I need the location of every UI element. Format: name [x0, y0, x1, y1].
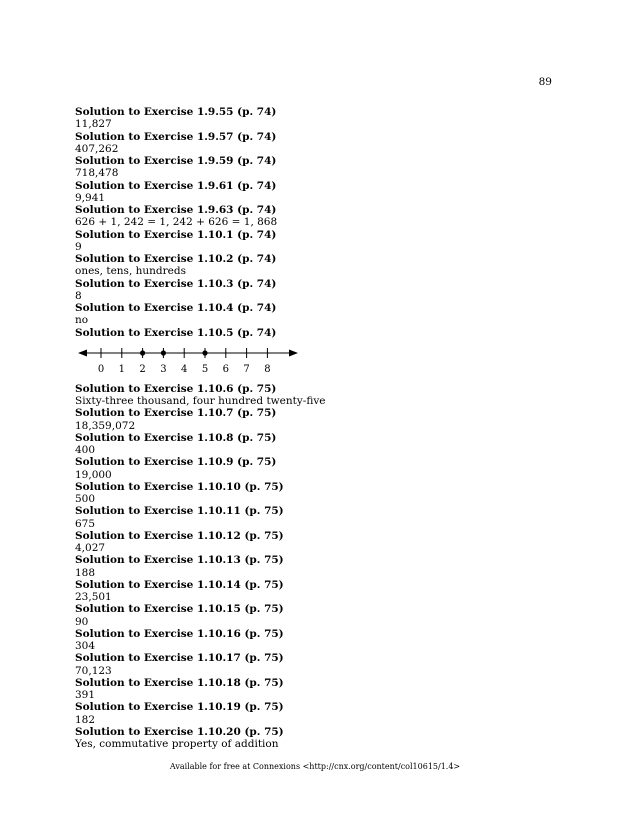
solution-answer: 182: [75, 713, 96, 726]
number-line-tick-label: 2: [139, 363, 146, 375]
solution-item: [75, 253, 555, 278]
solution-heading: Solution to Exercise 1.9.59 (p. 74): [75, 155, 277, 167]
solution-item: [75, 106, 555, 131]
number-line-figure: [75, 339, 555, 383]
solution-item-numberline: [75, 327, 555, 383]
solution-answer: 675: [75, 517, 96, 530]
solution-heading: Solution to Exercise 1.10.11 (p. 75): [75, 505, 284, 518]
number-line: [75, 343, 305, 379]
solution-item: [75, 229, 555, 254]
solution-answer: 391: [75, 689, 96, 701]
solution-answer: Yes, commutative property of addition: [75, 738, 279, 750]
number-line-tick-label: 7: [243, 363, 250, 375]
number-line-tick-label: 1: [118, 363, 125, 375]
solutions-list: [75, 106, 555, 750]
solution-heading: Solution to Exercise 1.10.1 (p. 74): [75, 228, 277, 241]
number-line-tick-label: 6: [222, 363, 229, 375]
solution-heading: Solution to Exercise 1.9.61 (p. 74): [75, 179, 277, 192]
number-line-point: [202, 350, 207, 355]
solution-item: [75, 554, 555, 579]
solution-heading: Solution to Exercise 1.10.15 (p. 75): [75, 603, 284, 616]
solution-heading: Solution to Exercise 1.10.9 (p. 75): [75, 456, 277, 469]
solution-item: [75, 204, 555, 229]
solution-answer: 11,827: [75, 118, 112, 131]
solution-answer: Sixty-three thousand, four hundred twenty-five: [75, 395, 326, 407]
solution-heading: Solution to Exercise 1.9.57 (p. 74): [75, 130, 277, 143]
number-line-tick-label: 5: [201, 363, 209, 375]
solution-answer: 188: [75, 566, 96, 579]
solution-item: [75, 726, 555, 751]
solution-item: [75, 432, 555, 457]
solution-heading: Solution to Exercise 1.10.20 (p. 75): [75, 725, 284, 738]
solution-heading: Solution to Exercise 1.10.17 (p. 75): [75, 652, 284, 665]
solution-heading: Solution to Exercise 1.10.18 (p. 75): [75, 676, 284, 689]
solution-heading: Solution to Exercise 1.10.16 (p. 75): [75, 627, 284, 640]
solution-item: [75, 383, 555, 408]
solution-item: [75, 652, 555, 677]
solution-item: [75, 155, 555, 180]
solution-item: [75, 677, 555, 702]
solution-item: [75, 278, 555, 303]
left-arrowhead: [78, 349, 87, 356]
solution-answer: 19,000: [75, 468, 112, 481]
solution-heading: Solution to Exercise 1.9.63 (p. 74): [75, 204, 277, 216]
solution-item: [75, 302, 555, 327]
number-line-tick-label: 4: [181, 363, 188, 375]
solution-answer: ones, tens, hundreds: [75, 265, 186, 278]
solution-answer: 70,123: [75, 664, 112, 677]
number-line-point: [140, 350, 145, 355]
solution-answer: 18,359,072: [75, 419, 136, 432]
page-footer: Available for free at Connexions <http://cnx.org/content/col10615/1.4>: [169, 762, 461, 771]
solution-heading: Solution to Exercise 1.10.7 (p. 75): [75, 407, 277, 420]
solution-answer: 4,027: [75, 542, 106, 554]
solution-heading: Solution to Exercise 1.10.8 (p. 75): [75, 431, 277, 444]
solution-heading: Solution to Exercise 1.10.10 (p. 75): [75, 480, 284, 493]
solution-answer: 407,262: [75, 142, 119, 155]
solution-heading: Solution to Exercise 1.10.12 (p. 75): [75, 529, 284, 542]
solution-item: [75, 505, 555, 530]
solution-answer: 304: [75, 640, 96, 652]
solution-heading: Solution to Exercise 1.10.14 (p. 75): [75, 578, 284, 591]
solution-item: [75, 530, 555, 555]
solution-heading: Solution to Exercise 1.10.3 (p. 74): [75, 277, 277, 290]
solution-item: [75, 407, 555, 432]
solution-answer: 8: [75, 289, 82, 302]
number-line-tick-label: 0: [97, 363, 105, 375]
solution-heading: Solution to Exercise 1.10.6 (p. 75): [75, 382, 277, 395]
solution-answer: 400: [75, 444, 96, 456]
solution-item: [75, 180, 555, 205]
solution-answer: 9: [75, 240, 82, 253]
solution-item: [75, 131, 555, 156]
solution-heading: Solution to Exercise 1.10.19 (p. 75): [75, 701, 284, 714]
number-line-point: [161, 350, 166, 355]
number-line-tick-label: 8: [264, 363, 271, 375]
solution-item: [75, 456, 555, 481]
right-arrowhead: [289, 349, 298, 356]
solution-answer: 90: [75, 615, 89, 628]
solution-heading: Solution to Exercise 1.10.5 (p. 74): [75, 326, 277, 339]
solution-item: [75, 603, 555, 628]
solution-answer: 500: [75, 493, 96, 505]
solution-answer: 23,501: [75, 591, 112, 603]
solution-item: [75, 481, 555, 506]
solution-item: [75, 701, 555, 726]
solution-answer: 9,941: [75, 191, 106, 204]
solution-item: [75, 579, 555, 604]
solution-answer: 626 + 1, 242 = 1, 242 + 626 = 1, 868: [75, 216, 278, 229]
solution-heading: Solution to Exercise 1.10.13 (p. 75): [75, 554, 284, 567]
solution-item: [75, 628, 555, 653]
solution-heading: Solution to Exercise 1.9.55 (p. 74): [75, 106, 277, 118]
page-number: 89: [538, 76, 552, 88]
solution-answer: no: [75, 314, 89, 327]
solution-answer: 718,478: [75, 167, 119, 180]
solution-heading: Solution to Exercise 1.10.4 (p. 74): [75, 302, 277, 314]
number-line-tick-label: 3: [160, 363, 167, 375]
solution-heading: Solution to Exercise 1.10.2 (p. 74): [75, 253, 277, 265]
